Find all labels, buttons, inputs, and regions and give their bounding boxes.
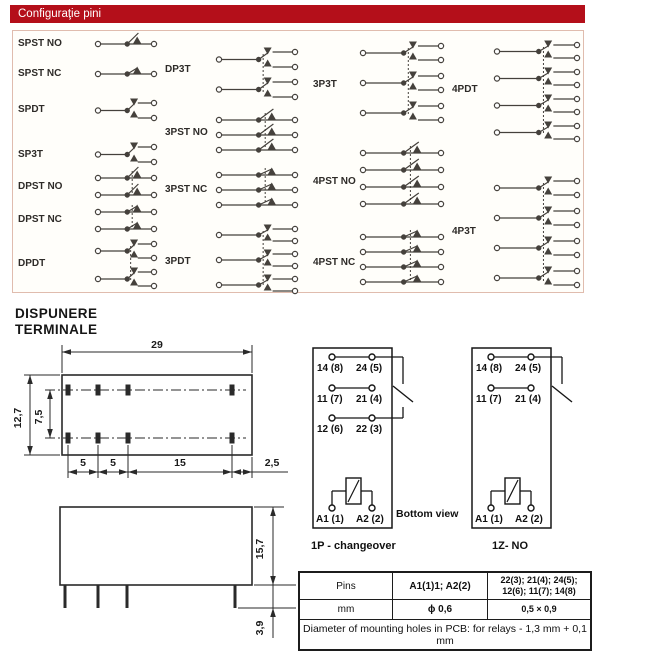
diagram-caption: 1P - changeover: [311, 540, 396, 552]
pin-config-label: 4PDT: [452, 84, 478, 95]
pin-number-label: 12 (6): [317, 424, 344, 435]
terminals-title-line1: DISPUNERE: [15, 306, 98, 321]
table-cell-coil-pin-size: ϕ 0,6: [393, 600, 488, 620]
table-row: [299, 600, 591, 620]
pin-number-label: 21 (4): [356, 394, 383, 405]
pin-number-label: 11 (7): [476, 394, 502, 405]
pin-number-label: 24 (5): [356, 363, 383, 374]
svg-text:3,9: 3,9: [254, 620, 266, 636]
svg-text:5: 5: [80, 457, 86, 469]
coil-pin-label: A2 (2): [356, 514, 384, 525]
pin-config-label: SPST NO: [18, 38, 62, 49]
pin-number-label: 22 (3): [356, 424, 383, 435]
svg-text:7,5: 7,5: [33, 409, 45, 425]
table-cell-mm: mm: [299, 600, 393, 620]
section-title: Configuraţie pini: [18, 8, 102, 20]
pin-number-label: 21 (4): [515, 394, 542, 405]
pin-number-label: 14 (8): [317, 363, 344, 374]
pin-config-label: 3PDT: [165, 256, 191, 267]
table-cell-coil-pins: A1(1)1; A2(2): [393, 572, 488, 600]
table-row: [299, 572, 591, 600]
svg-text:15,7: 15,7: [254, 538, 266, 560]
coil-pin-label: A1 (1): [316, 514, 344, 525]
pin-config-label: SPST NC: [18, 68, 62, 79]
table-cell-pins: Pins: [299, 572, 393, 600]
table-cell-contact-pin-size: 0,5 × 0,9: [488, 600, 592, 620]
pin-config-label: DPDT: [18, 258, 46, 269]
svg-text:2,5: 2,5: [264, 457, 280, 469]
pin-config-label: SP3T: [18, 149, 44, 160]
pin-config-label: SPDT: [18, 104, 45, 115]
pin-number-label: 24 (5): [515, 363, 542, 374]
table-row: [299, 620, 591, 651]
pin-config-label: 4PST NC: [313, 257, 356, 268]
svg-text:29: 29: [151, 339, 163, 351]
pin-config-label: 3PST NO: [165, 127, 208, 138]
svg-text:5: 5: [110, 457, 116, 469]
pin-number-label: 14 (8): [476, 363, 503, 374]
svg-text:12,7: 12,7: [12, 407, 24, 429]
pin-config-label: DP3T: [165, 64, 191, 75]
pin-config-label: 4PST NO: [313, 176, 356, 187]
terminals-title-line2: TERMINALE: [15, 322, 98, 337]
pin-config-label: 4P3T: [452, 226, 476, 237]
pin-number-label: 11 (7): [317, 394, 343, 405]
diagram-caption: 1Z- NO: [492, 540, 529, 552]
table-cell-contact-pins: 22(3); 21(4); 24(5); 12(6); 11(7); 14(8): [488, 572, 592, 600]
bottom-view-label: Bottom view: [396, 508, 459, 520]
coil-pin-label: A1 (1): [475, 514, 503, 525]
svg-text:15: 15: [174, 457, 186, 469]
pin-config-label: 3PST NC: [165, 184, 208, 195]
pin-dimensions-table: [298, 571, 592, 651]
table-footer-note: Diameter of mounting holes in PCB: for relays - 1,3 mm + 0,1 mm: [299, 620, 591, 651]
pin-config-label: DPST NO: [18, 181, 63, 192]
coil-pin-label: A2 (2): [515, 514, 543, 525]
pin-config-label: DPST NC: [18, 214, 62, 225]
pin-config-label: 3P3T: [313, 79, 337, 90]
